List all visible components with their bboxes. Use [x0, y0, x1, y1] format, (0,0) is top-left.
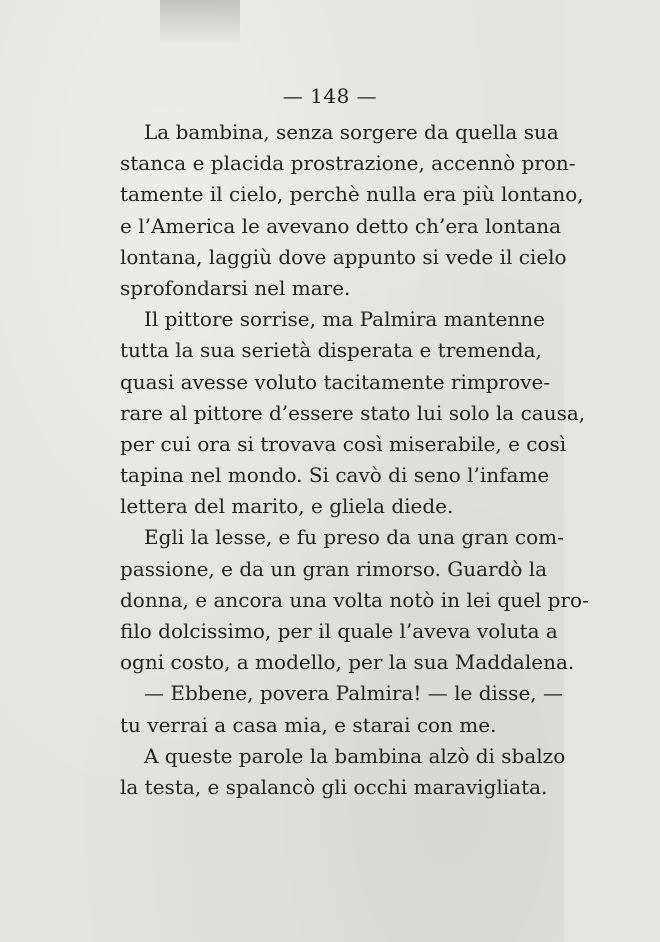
text-line: Egli la lesse, e fu preso da una gran com- — [144, 525, 564, 550]
text-line: stanca e placida prostrazione, accennò pron- — [120, 151, 576, 176]
page-number: — 148 — — [282, 84, 378, 108]
text-line: rare al pittore d’essere stato lui solo la causa, — [120, 400, 586, 425]
text-line: Il pittore sorrise, ma Palmira mantenne — [144, 307, 545, 332]
text-line: tu verrai a casa mia, e starai con me. — [120, 712, 497, 737]
text-line: — Ebbene, povera Palmira! — le disse, — — [144, 681, 563, 706]
text-line: lettera del marito, e gliela diede. — [120, 494, 454, 519]
text-line: e l’America le avevano detto ch’era lontana — [120, 213, 562, 238]
text-line: passione, e da un gran rimorso. Guardò la — [120, 556, 548, 581]
text-line: lontana, laggiù dove appunto si vede il cielo — [120, 244, 567, 269]
text-line: la testa, e spalancò gli occhi maravigliata. — [120, 774, 548, 799]
text-line: tapina nel mondo. Si cavò di seno l’infame — [120, 463, 550, 488]
text-line: quasi avesse voluto tacitamente rimprove- — [120, 369, 551, 394]
text-line: A queste parole la bambina alzò di sbalzo — [144, 743, 566, 768]
text-line: tutta la sua serietà disperata e tremenda, — [120, 338, 542, 363]
text-line: tamente il cielo, perchè nulla era più lontano, — [120, 182, 584, 207]
text-line: per cui ora si trovava così miserabile, e così — [120, 431, 567, 456]
body-text — [120, 117, 589, 803]
text-line: ogni costo, a modello, per la sua Maddalena. — [120, 650, 575, 675]
text-line: filo dolcissimo, per il quale l’aveva voluta a — [120, 619, 558, 643]
text-line: La bambina, senza sorgere da quella sua — [144, 120, 559, 144]
text-line: donna, e ancora una volta notò in lei quel pro- — [120, 587, 589, 612]
text-line: sprofondarsi nel mare. — [120, 275, 351, 300]
scan-shadow — [160, 0, 240, 45]
